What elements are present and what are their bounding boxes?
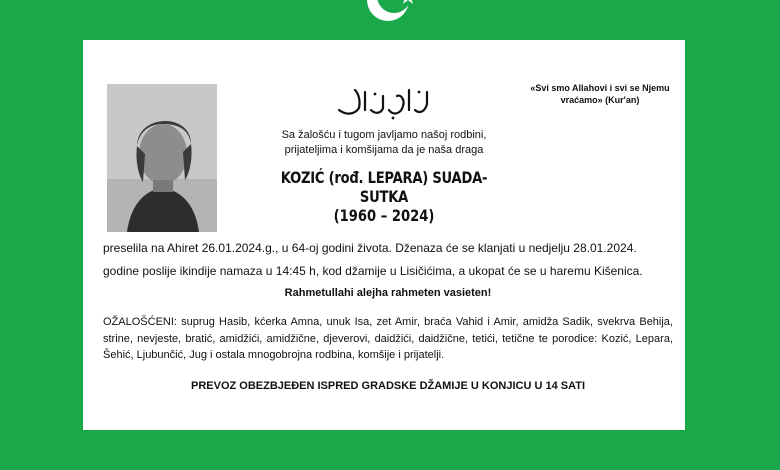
crescent-star-icon [350,0,430,28]
obituary-card [83,40,685,430]
prayer-line: Rahmetullahi alejha rahmeten vasieten! [284,287,492,299]
arabic-calligraphy-icon [335,86,431,120]
life-years: (1960 – 2024) [333,206,435,225]
intro-line-2: prijateljima i komšijama da je naša draga [284,144,484,156]
mourners-list: OŽALOŠĆENI: suprug Hasib, kćerka Amna, unuk Isa, zet Amir, braća Vahid i Amir, amidža Sadik, svekrva Behija, strine, nevjeste, bratić, amidžići, amidžične, djeverovi, daidžići, daidžične, tetići, tetične te porodice: Kozić, Lepara, Šehić, Ljubunčić, Jug i ostala mnogobrojna rodbina, komšije i prijatelji. [103,316,673,361]
funeral-info-line-2: godine poslije ikindije namaza u 14:45 h, kod džamije u Lisičićima, a ukopat će se u haremu Kišenica. [103,264,643,278]
funeral-info-line-1: preselila na Ahiret 26.01.2024.g., u 64-oj godini života. Dženaza će se klanjati u nedjelju 28.01.2024. [103,241,637,255]
deceased-name: KOZIĆ (rođ. LEPARA) SUADA-SUTKA [280,168,488,206]
transport-note: PREVOZ OBEZBJEĐEN ISPRED GRADSKE DŽAMIJE U KONJICU U 14 SATI [190,380,586,392]
intro-line-1: Sa žalošću i tugom javljamo našoj rodbini, [281,129,487,141]
quran-quote: «Svi smo Allahovi i svi se Njemu vraćamo» (Kur'an) [530,83,670,105]
portrait-photo [107,84,217,232]
intro-text [243,128,525,158]
